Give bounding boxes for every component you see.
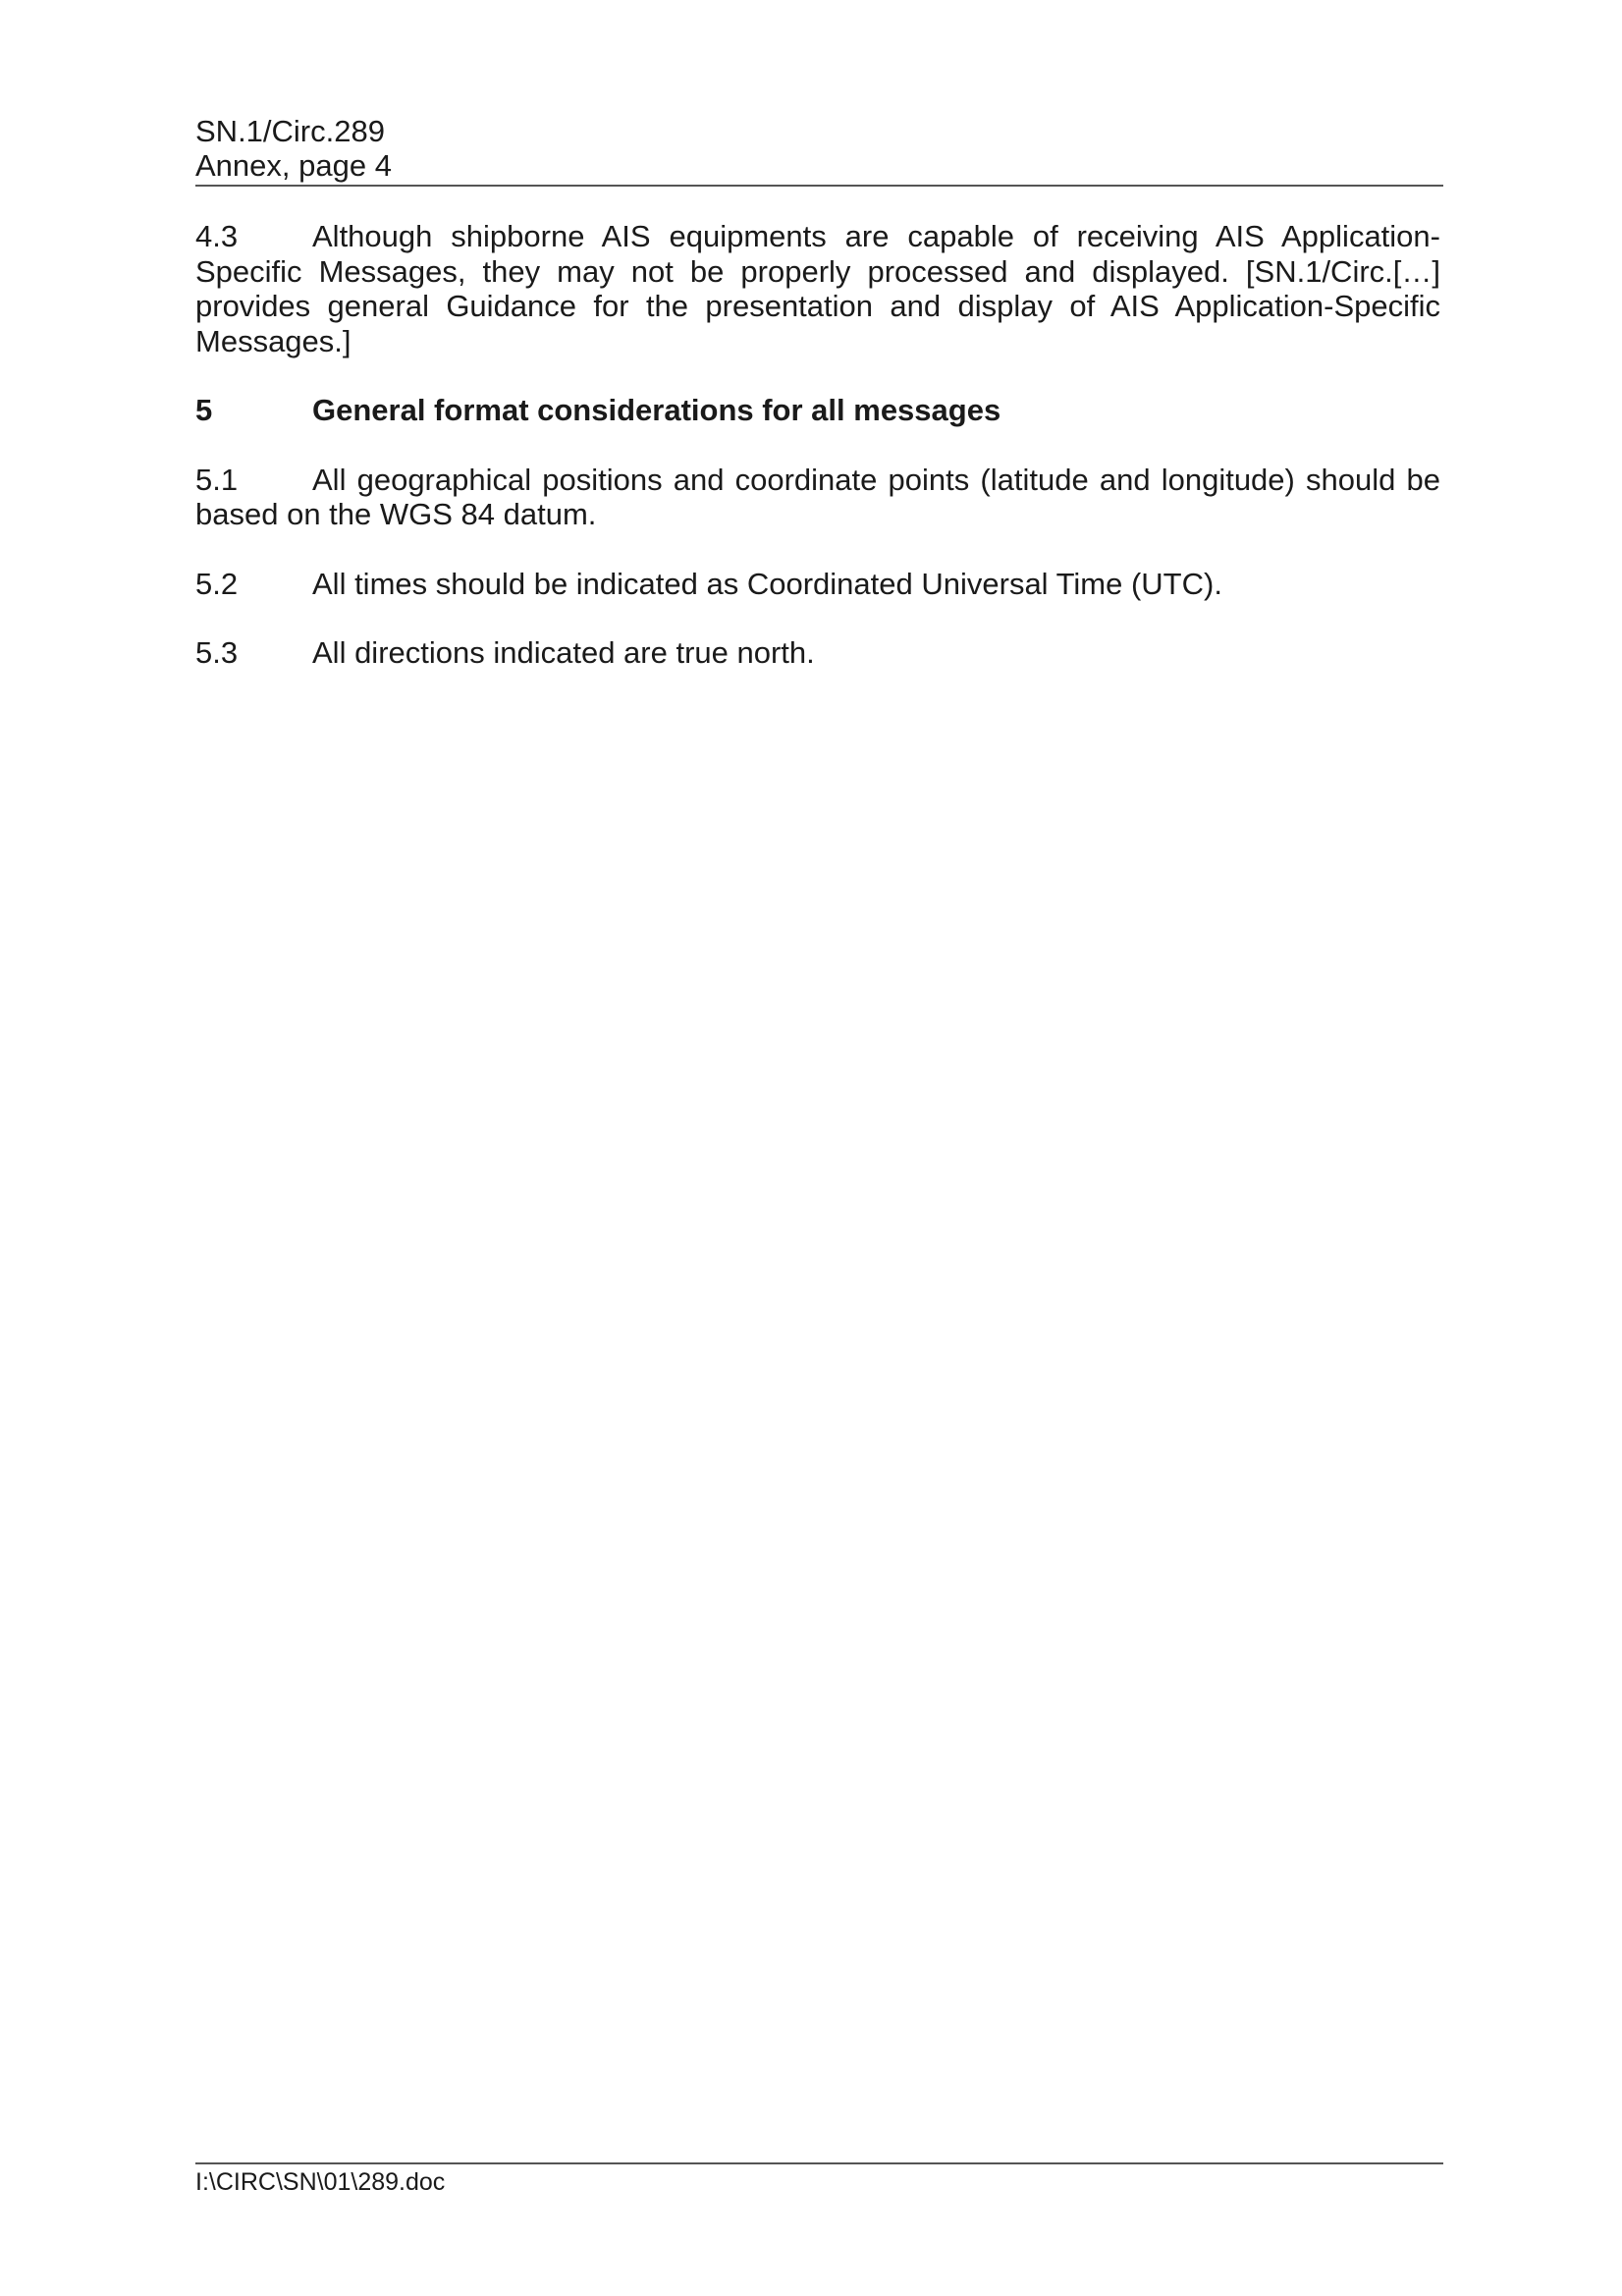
paragraph-5-2: [195, 567, 1440, 602]
document-body: [195, 219, 1440, 705]
section-number: 5: [195, 393, 213, 427]
page-label: Annex, page 4: [195, 148, 392, 183]
paragraph-number: 5.1: [195, 462, 239, 497]
paragraph-5-3: [195, 635, 1440, 671]
section-title: General format considerations for all messages: [312, 393, 1001, 427]
header-divider: [195, 185, 1443, 187]
document-reference: SN.1/Circ.289: [195, 114, 385, 148]
paragraph-number: 5.2: [195, 566, 239, 601]
paragraph-text: All geographical positions and coordinate points (latitude and longitude) should be based on the WGS 84 datum.: [195, 462, 1440, 531]
paragraph-text: Although shipborne AIS equipments are capable of receiving AIS Application-Specific Messages, they may not be properly processed and displayed. [SN.1/Circ.[…] provides general Guidance for the presentation and display of AIS Application-Specific Messages.]: [195, 219, 1440, 358]
paragraph-number: 5.3: [195, 635, 239, 670]
section-heading-5: [195, 393, 1440, 428]
footer-divider: [195, 2162, 1443, 2164]
paragraph-5-1: [195, 463, 1440, 532]
page-header: [195, 114, 1443, 183]
paragraph-text: All directions indicated are true north.: [312, 635, 815, 670]
paragraph-4-3: [195, 219, 1440, 358]
footer-file-path: I:\CIRC\SN\01\289.doc: [195, 2168, 446, 2196]
paragraph-text: All times should be indicated as Coordinated Universal Time (UTC).: [312, 566, 1222, 601]
paragraph-number: 4.3: [195, 219, 239, 253]
